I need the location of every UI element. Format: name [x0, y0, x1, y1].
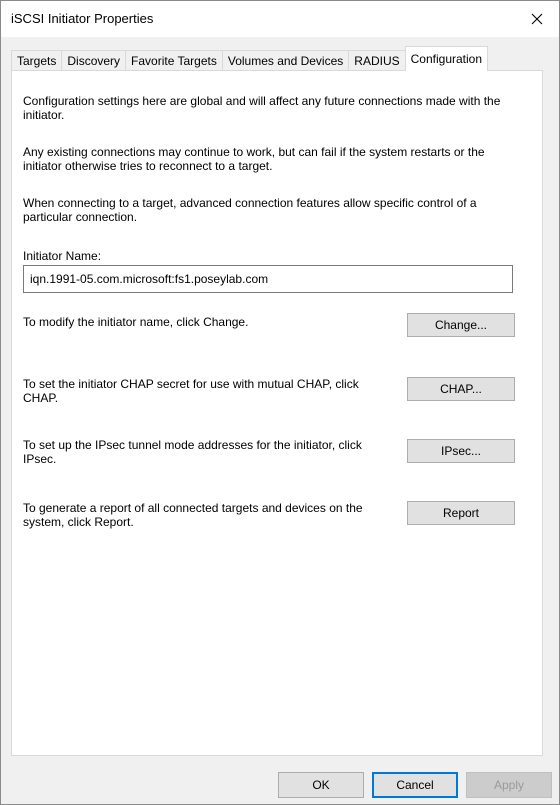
tab-discovery[interactable]: Discovery [61, 50, 126, 71]
close-icon [531, 13, 543, 25]
report-description: To generate a report of all connected targets and devices on the system, click Report. [23, 501, 363, 529]
tab-configuration[interactable]: Configuration [405, 46, 488, 71]
initiator-name-field[interactable]: iqn.1991-05.com.microsoft:fs1.poseylab.com [23, 265, 513, 293]
tab-strip [11, 47, 487, 71]
cancel-button[interactable]: Cancel [372, 772, 458, 798]
ipsec-button[interactable]: IPsec... [407, 439, 515, 463]
chap-button[interactable]: CHAP... [407, 377, 515, 401]
initiator-name-label: Initiator Name: [23, 249, 102, 263]
ok-button[interactable]: OK [278, 772, 364, 798]
intro-text-2: Any existing connections may continue to work, but can fail if the system restarts or the initiator otherwise tries to reconnect to a target. [23, 145, 485, 173]
intro-text-1: Configuration settings here are global and will affect any future connections made with the initiator. [23, 94, 501, 122]
report-button[interactable]: Report [407, 501, 515, 525]
tab-targets[interactable]: Targets [11, 50, 62, 71]
chap-description: To set the initiator CHAP secret for use with mutual CHAP, click CHAP. [23, 377, 359, 405]
intro-text-3: When connecting to a target, advanced connection features allow specific control of a particular connection. [23, 196, 477, 224]
window-title: iSCSI Initiator Properties [11, 11, 154, 26]
ipsec-description: To set up the IPsec tunnel mode addresses for the initiator, click IPsec. [23, 438, 362, 466]
configuration-panel [11, 70, 543, 756]
tab-volumes-and-devices[interactable]: Volumes and Devices [222, 50, 349, 71]
tab-favorite-targets[interactable]: Favorite Targets [125, 50, 223, 71]
close-button[interactable] [515, 1, 559, 37]
title-bar[interactable] [1, 1, 559, 37]
change-description: To modify the initiator name, click Change. [23, 315, 249, 329]
apply-button[interactable]: Apply [466, 772, 552, 798]
change-button[interactable]: Change... [407, 313, 515, 337]
tab-radius[interactable]: RADIUS [348, 50, 405, 71]
